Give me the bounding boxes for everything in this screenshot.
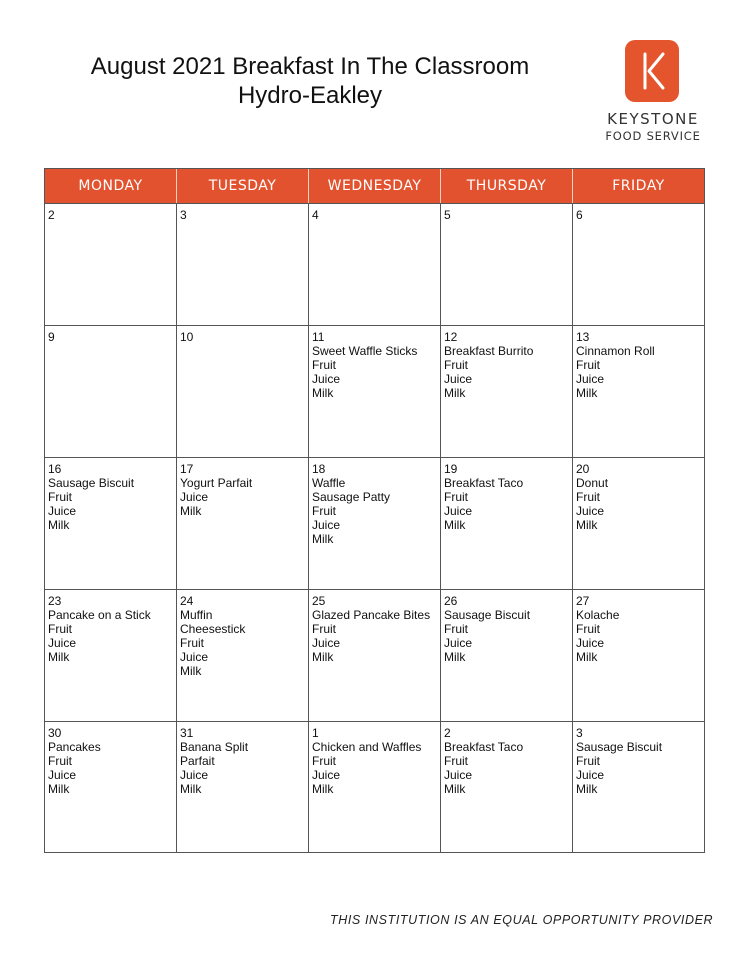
menu-item: Sausage Biscuit — [444, 608, 531, 622]
day-number: 19 — [444, 462, 458, 476]
calendar-week-row — [45, 589, 704, 721]
keystone-k-logo-icon — [625, 40, 679, 102]
menu-item: Juice — [576, 636, 605, 650]
title-line-1: August 2021 Breakfast In The Classroom — [90, 53, 530, 80]
menu-item: Juice — [48, 636, 77, 650]
title-line-2: Hydro-Eakley — [237, 82, 383, 109]
calendar-day-cell — [45, 204, 177, 325]
menu-item: Fruit — [444, 358, 468, 372]
menu-item: Sausage Patty — [312, 490, 391, 504]
menu-item: Fruit — [312, 754, 336, 768]
menu-item: Milk — [312, 532, 334, 546]
day-number: 26 — [444, 594, 458, 608]
calendar-week-row — [45, 721, 704, 853]
day-number: 12 — [444, 330, 458, 344]
menu-item: Juice — [576, 768, 605, 782]
day-number: 6 — [576, 208, 583, 222]
calendar-day-cell — [573, 590, 704, 721]
menu-item: Fruit — [444, 754, 468, 768]
day-number: 25 — [312, 594, 326, 608]
day-number: 2 — [48, 208, 55, 222]
calendar-day-cell — [441, 722, 573, 853]
day-number: 9 — [48, 330, 55, 344]
menu-item: Pancake on a Stick — [48, 608, 151, 622]
menu-item: Waffle — [312, 476, 346, 490]
calendar-day-cell — [177, 326, 309, 457]
menu-item: Juice — [180, 490, 209, 504]
header-monday: MONDAY — [45, 169, 177, 203]
day-number: 17 — [180, 462, 194, 476]
calendar-day-cell — [45, 458, 177, 589]
menu-item: Cheesestick — [180, 622, 246, 636]
menu-item: Fruit — [48, 622, 72, 636]
day-number: 24 — [180, 594, 194, 608]
menu-item: Juice — [444, 504, 473, 518]
menu-item: Milk — [48, 650, 70, 664]
page-title — [60, 52, 560, 110]
menu-item: Milk — [576, 650, 598, 664]
menu-item: Milk — [48, 518, 70, 532]
day-number: 31 — [180, 726, 194, 740]
menu-item: Milk — [180, 664, 202, 678]
menu-item: Juice — [576, 504, 605, 518]
menu-item: Milk — [576, 386, 598, 400]
day-number: 3 — [576, 726, 583, 740]
menu-item: Breakfast Burrito — [444, 344, 534, 358]
day-number: 16 — [48, 462, 62, 476]
calendar-day-cell — [573, 722, 704, 853]
menu-item: Milk — [180, 504, 202, 518]
calendar-week-row — [45, 325, 704, 457]
calendar-day-cell — [309, 722, 441, 853]
menu-item: Milk — [576, 782, 598, 796]
day-number: 10 — [180, 330, 194, 344]
day-number: 3 — [180, 208, 187, 222]
calendar-weeks — [45, 203, 704, 853]
menu-item: Fruit — [48, 754, 72, 768]
day-number: 1 — [312, 726, 319, 740]
menu-item: Milk — [48, 782, 70, 796]
header-wednesday: WEDNESDAY — [309, 169, 441, 203]
menu-item: Milk — [444, 386, 466, 400]
calendar-week-row — [45, 203, 704, 325]
calendar-day-cell — [177, 590, 309, 721]
menu-item: Fruit — [576, 358, 600, 372]
menu-item: Parfait — [180, 754, 215, 768]
header-tuesday: TUESDAY — [177, 169, 309, 203]
menu-item: Milk — [444, 782, 466, 796]
header-friday: FRIDAY — [612, 178, 665, 194]
menu-item: Fruit — [312, 504, 336, 518]
menu-item: Donut — [576, 476, 609, 490]
menu-item: Juice — [312, 768, 341, 782]
menu-item: Chicken and Waffles — [312, 740, 422, 754]
menu-item: Juice — [444, 768, 473, 782]
menu-item: Glazed Pancake Bites — [312, 608, 431, 622]
menu-item: Muffin — [180, 608, 213, 622]
menu-item: Juice — [48, 768, 77, 782]
day-number: 20 — [576, 462, 590, 476]
calendar-day-cell — [441, 458, 573, 589]
menu-item: Fruit — [444, 622, 468, 636]
calendar-day-cell — [177, 458, 309, 589]
menu-item: Fruit — [576, 622, 600, 636]
logo-text-food-service: FOOD SERVICE — [605, 129, 701, 143]
menu-item: Sausage Biscuit — [48, 476, 135, 490]
calendar-day-cell — [309, 204, 441, 325]
menu-item: Banana Split — [180, 740, 249, 754]
menu-item: Juice — [444, 372, 473, 386]
calendar-day-cell — [573, 204, 704, 325]
menu-item: Juice — [312, 518, 341, 532]
menu-item: Milk — [180, 782, 202, 796]
logo-text-keystone: KEYSTONE — [607, 110, 699, 128]
menu-item: Fruit — [312, 358, 336, 372]
menu-item: Fruit — [576, 754, 600, 768]
menu-item: Fruit — [180, 636, 204, 650]
day-number: 11 — [312, 330, 325, 344]
menu-item: Milk — [312, 386, 334, 400]
menu-item: Sweet Waffle Sticks — [312, 344, 418, 358]
menu-item: Juice — [180, 650, 209, 664]
menu-item: Milk — [312, 650, 334, 664]
menu-item: Breakfast Taco — [444, 476, 524, 490]
menu-item: Cinnamon Roll — [576, 344, 655, 358]
menu-item: Juice — [444, 636, 473, 650]
menu-item: Milk — [444, 518, 466, 532]
day-number: 18 — [312, 462, 326, 476]
day-number: 2 — [444, 726, 451, 740]
calendar-day-cell — [177, 204, 309, 325]
calendar-day-cell — [177, 722, 309, 853]
menu-item: Fruit — [444, 490, 468, 504]
menu-item: Pancakes — [48, 740, 101, 754]
calendar-day-cell — [441, 590, 573, 721]
menu-item: Yogurt Parfait — [180, 476, 253, 490]
day-number: 23 — [48, 594, 62, 608]
calendar-day-cell — [45, 590, 177, 721]
weekday-header-row — [45, 169, 704, 203]
menu-item: Juice — [48, 504, 77, 518]
menu-calendar — [44, 168, 705, 853]
equal-opportunity-notice: THIS INSTITUTION IS AN EQUAL OPPORTUNITY PROVIDER — [330, 913, 714, 927]
day-number: 27 — [576, 594, 590, 608]
menu-item: Fruit — [48, 490, 72, 504]
calendar-day-cell — [441, 326, 573, 457]
menu-item: Milk — [444, 650, 466, 664]
menu-item: Milk — [312, 782, 334, 796]
calendar-day-cell — [45, 326, 177, 457]
menu-item: Juice — [312, 636, 341, 650]
calendar-day-cell — [573, 326, 704, 457]
day-number: 30 — [48, 726, 62, 740]
day-number: 5 — [444, 208, 451, 222]
menu-item: Juice — [180, 768, 209, 782]
menu-item: Fruit — [312, 622, 336, 636]
header-thursday: THURSDAY — [441, 169, 573, 203]
calendar-day-cell — [309, 590, 441, 721]
day-number: 13 — [576, 330, 590, 344]
menu-item: Sausage Biscuit — [576, 740, 663, 754]
calendar-day-cell — [441, 204, 573, 325]
menu-item: Juice — [312, 372, 341, 386]
calendar-day-cell — [573, 458, 704, 589]
menu-item: Breakfast Taco — [444, 740, 524, 754]
menu-item: Milk — [576, 518, 598, 532]
day-number: 4 — [312, 208, 319, 222]
calendar-week-row — [45, 457, 704, 589]
calendar-day-cell — [45, 722, 177, 853]
calendar-day-cell — [309, 326, 441, 457]
menu-item: Fruit — [576, 490, 600, 504]
menu-item: Juice — [576, 372, 605, 386]
menu-item: Kolache — [576, 608, 620, 622]
calendar-day-cell — [309, 458, 441, 589]
